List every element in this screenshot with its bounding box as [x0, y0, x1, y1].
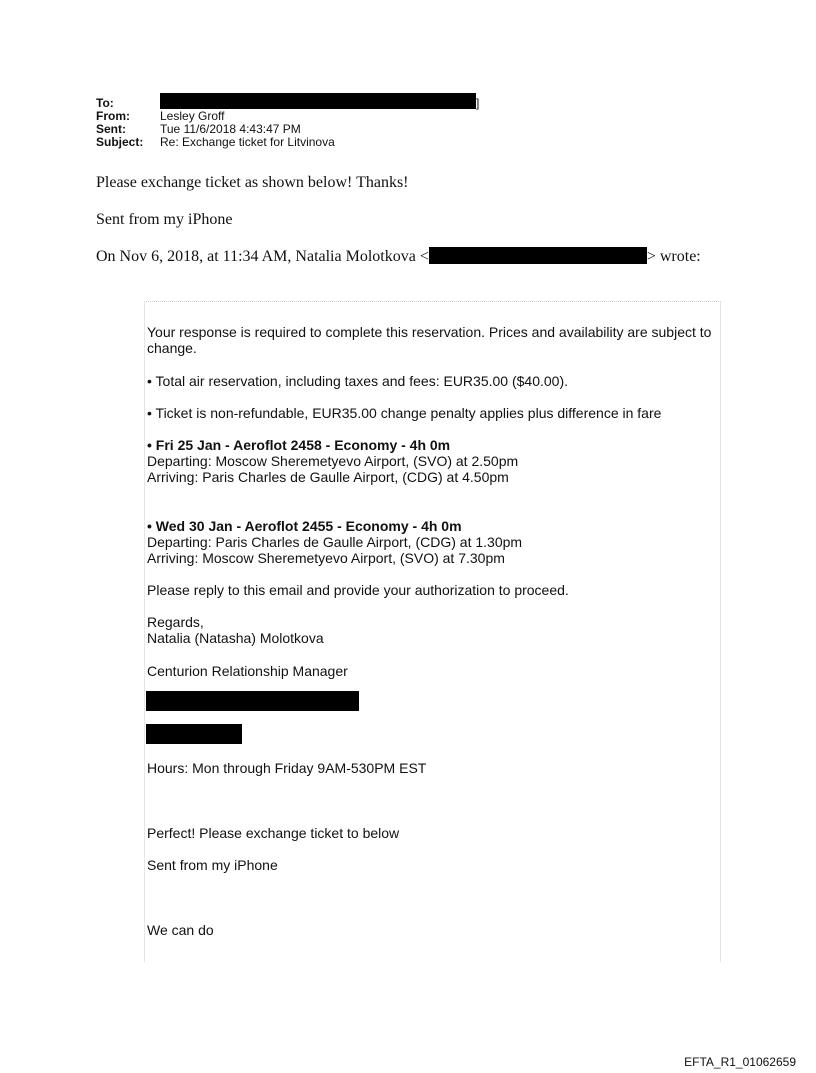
flight-1-departing: Departing: Moscow Sheremetyevo Airport, (SVO) at 2.50pm: [147, 453, 519, 469]
regards: Regards,: [147, 614, 204, 630]
to-label: To:: [96, 96, 114, 110]
email-header: [96, 97, 479, 149]
from-label: From:: [96, 109, 130, 123]
flight-2-title: • Wed 30 Jan - Aeroflot 2455 - Economy - 4h 0m: [147, 518, 462, 534]
signer-title: Centurion Relationship Manager: [147, 663, 348, 679]
flight-2-departing: Departing: Paris Charles de Gaulle Airport, (CDG) at 1.30pm: [147, 534, 523, 550]
subject-label: Subject:: [96, 135, 144, 149]
redaction-bar: [160, 93, 476, 109]
reply-signature: Sent from my iPhone: [96, 211, 233, 228]
redaction-bar: [146, 724, 242, 744]
office-hours: Hours: Mon through Friday 9AM-530PM EST: [147, 760, 427, 776]
quoted-para-1a: Your response is required to complete this reservation. Prices and availability are subject to: [147, 324, 712, 340]
reply-request: Please reply to this email and provide your authorization to proceed.: [147, 582, 569, 598]
sent-label: Sent:: [96, 122, 126, 136]
reply-line-1: Please exchange ticket as shown below! Thanks!: [96, 174, 409, 191]
subject-row: [96, 136, 479, 149]
sent-from-iphone: Sent from my iPhone: [147, 857, 278, 873]
flight-1-title: • Fri 25 Jan - Aeroflot 2458 - Economy - 4h 0m: [147, 437, 451, 453]
quoted-para-1b: change.: [147, 340, 197, 356]
perfect-line: Perfect! Please exchange ticket to below: [147, 825, 400, 841]
to-row: [96, 97, 479, 110]
quote-attribution: [96, 247, 701, 266]
attribution-suffix: > wrote:: [646, 248, 701, 265]
subject-value: Re: Exchange ticket for Litvinova: [160, 135, 335, 149]
from-value: Lesley Groff: [160, 109, 225, 123]
redaction-bar: [146, 691, 359, 711]
bullet-refund: • Ticket is non-refundable, EUR35.00 change penalty applies plus difference in fare: [147, 405, 662, 421]
attribution-prefix: On Nov 6, 2018, at 11:34 AM, Natalia Molotkova <: [96, 248, 429, 265]
redaction-bar: [429, 247, 647, 264]
bullet-total: • Total air reservation, including taxes and fees: EUR35.00 ($40.00).: [147, 373, 568, 389]
we-can-do: We can do: [147, 922, 214, 938]
signer-name: Natalia (Natasha) Molotkova: [147, 630, 324, 646]
sent-value: Tue 11/6/2018 4:43:47 PM: [160, 122, 301, 136]
flight-1-arriving: Arriving: Paris Charles de Gaulle Airport, (CDG) at 4.50pm: [147, 469, 509, 485]
to-bracket: ]: [476, 96, 480, 110]
flight-2-arriving: Arriving: Moscow Sheremetyevo Airport, (SVO) at 7.30pm: [147, 550, 505, 566]
document-id: EFTA_R1_01062659: [684, 1055, 796, 1069]
